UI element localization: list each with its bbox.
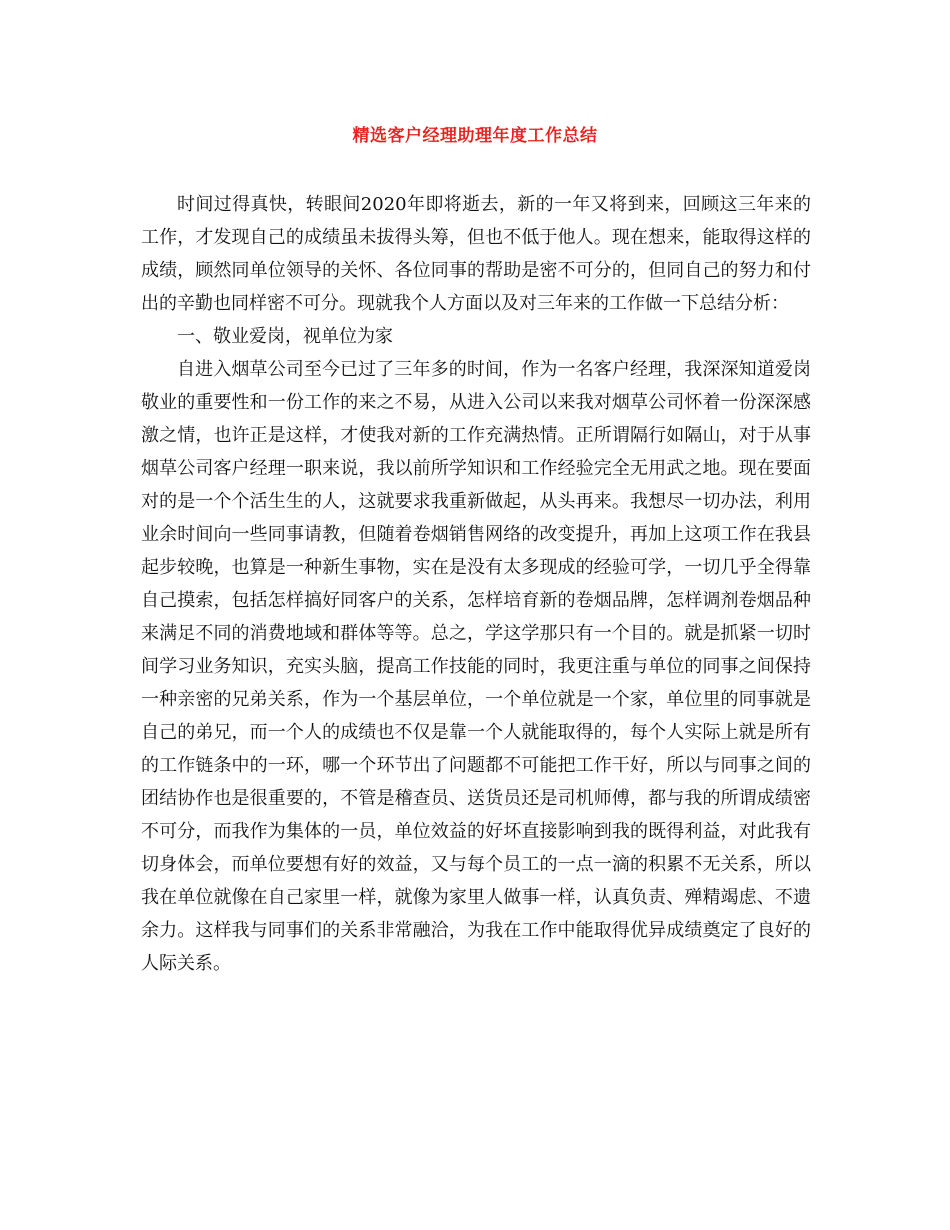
document-title: 精选客户经理助理年度工作总结 [352,126,598,146]
document-body [141,188,811,980]
section-paragraph: 自进入烟草公司至今已过了三年多的时间，作为一名客户经理，我深深知道爱岗敬业的重要性和一份工作的来之不易，从进入公司以来我对烟草公司怀着一份深深感激之情，也许正是这样，才使我对新的工作充满热情。正所谓隔行如隔山，对于从事烟草公司客户经理一职来说，我以前所学知识和工作经验完全无用武之地。现在要面对的是一个个活生生的人，这就要求我重新做起，从头再来。我想尽一切办法，利用业余时间向一些同事请教，但随着卷烟销售网络的改变提升，再加上这项工作在我县起步较晚，也算是一种新生事物，实在是没有太多现成的经验可学，一切几乎全得靠自己摸索，包括怎样搞好同客户的关系，怎样培育新的卷烟品牌，怎样调剂卷烟品种来满足不同的消费地域和群体等等。总之，学这学那只有一个目的。就是抓紧一切时间学习业务知识，充实头脑，提高工作技能的同时，我更注重与单位的同事之间保持一种亲密的兄弟关系，作为一个基层单位，一个单位就是一个家，单位里的同事就是自己的弟兄，而一个人的成绩也不仅是靠一个人就能取得的，每个人实际上就是所有的工作链条中的一环，哪一个环节出了问题都不可能把工作干好，所以与同事之间的团结协作也是很重要的，不管是稽查员、送货员还是司机师傅，都与我的所谓成绩密不可分，而我作为集体的一员，单位效益的好坏直接影响到我的既得利益，对此我有切身体会，而单位要想有好的效益，又与每个员工的一点一滴的积累不无关系，所以我在单位就像在自己家里一样，就像为家里人做事一样，认真负责、殚精竭虑、不遗余力。这样我与同事们的关系非常融洽，为我在工作中能取得优异成绩奠定了良好的人际关系。 [141,359,811,974]
intro-paragraph: 时间过得真快，转眼间2020年即将逝去，新的一年又将到来，回顾这三年来的工作，才发现自己的成绩虽未拔得头筹，但也不低于他人。现在想来，能取得这样的成绩，顾然同单位领导的关怀、各位同事的帮助是密不可分的，但同自己的努力和付出的辛勤也同样密不可分。现就我个人方面以及对三年来的工作做一下总结分析： [141,194,811,314]
section-heading: 一、敬业爱岗，视单位为家 [177,326,393,347]
